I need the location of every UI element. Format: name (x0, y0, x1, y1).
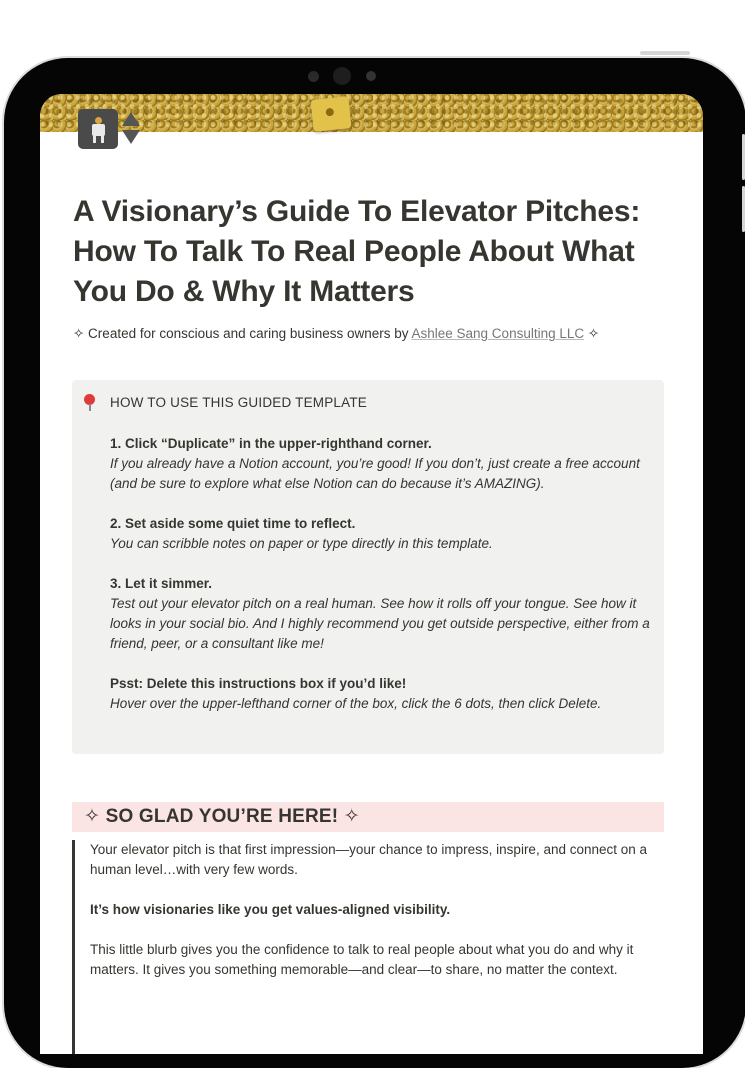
step-text: If you already have a Notion account, you’re good! If you don’t, just create a free account (and be sure to explore what else Notion can do because it’s AMAZING). (110, 456, 640, 491)
step-title: 2. Set aside some quiet time to reflect. (110, 516, 356, 531)
paragraph-bold[interactable]: It’s how visionaries like you get values-aligned visibility. (90, 902, 451, 917)
step-title: 1. Click “Duplicate” in the upper-righthand corner. (110, 436, 432, 451)
callout-heading: HOW TO USE THIS GUIDED TEMPLATE (110, 395, 367, 410)
tablet-top-button (640, 51, 690, 55)
pin-needle (89, 404, 91, 411)
sort-arrows-icon (122, 112, 140, 146)
quote-body (90, 840, 650, 1000)
author-link[interactable]: Ashlee Sang Consulting LLC (411, 326, 585, 341)
figure-legs (93, 136, 104, 143)
camera-flash-icon (366, 71, 376, 81)
page-icon[interactable] (78, 109, 118, 149)
callout-step[interactable] (110, 514, 658, 554)
step-text: You can scribble notes on paper or type directly in this template. (110, 536, 493, 551)
arrow-up-icon (122, 112, 140, 126)
callout-body (110, 434, 658, 734)
figure-head (95, 117, 102, 124)
step-text: Hover over the upper-lefthand corner of the box, click the 6 dots, then click Delete. (110, 696, 602, 711)
subtitle-suffix: ✧ (584, 326, 600, 341)
callout-step[interactable] (110, 574, 658, 654)
map-pin-icon (84, 394, 96, 406)
step-title: 3. Let it simmer. (110, 576, 213, 591)
paragraph[interactable]: This little blurb gives you the confidence to talk to real people about what you do and why it matters. It gives you something memorable—and clear—to share, no matter the context. (90, 942, 634, 977)
quote-bar (72, 840, 75, 1054)
step-title: Psst: Delete this instructions box if you’d like! (110, 676, 407, 691)
camera-sensor-icon (308, 71, 319, 82)
notion-page[interactable] (40, 94, 703, 1054)
instructions-callout[interactable] (72, 380, 664, 754)
camera-icon (333, 67, 351, 85)
step-text: Test out your elevator pitch on a real human. See how it rolls off your tongue. See how it looks in your social bio. And I highly recommend you get outside perspective, either from a friend, peer, or a consultant like me! (110, 596, 650, 651)
subtitle (73, 326, 693, 342)
callout-step[interactable] (110, 674, 658, 714)
section-heading[interactable]: ✧ SO GLAD YOU’RE HERE! ✧ (72, 802, 664, 832)
page-title[interactable]: A Visionary’s Guide To Elevator Pitches: How To Talk To Real People About What You Do & Why It Matters (73, 195, 641, 308)
figure-body (92, 124, 105, 136)
paragraph[interactable]: Your elevator pitch is that first impression—your chance to impress, inspire, and connect on a human level…with very few words. (90, 842, 648, 877)
cover-gold-tab (310, 96, 351, 132)
callout-step[interactable] (110, 434, 658, 494)
subtitle-prefix: ✧ Created for conscious and caring business owners by (73, 326, 412, 341)
arrow-down-icon (122, 130, 140, 144)
